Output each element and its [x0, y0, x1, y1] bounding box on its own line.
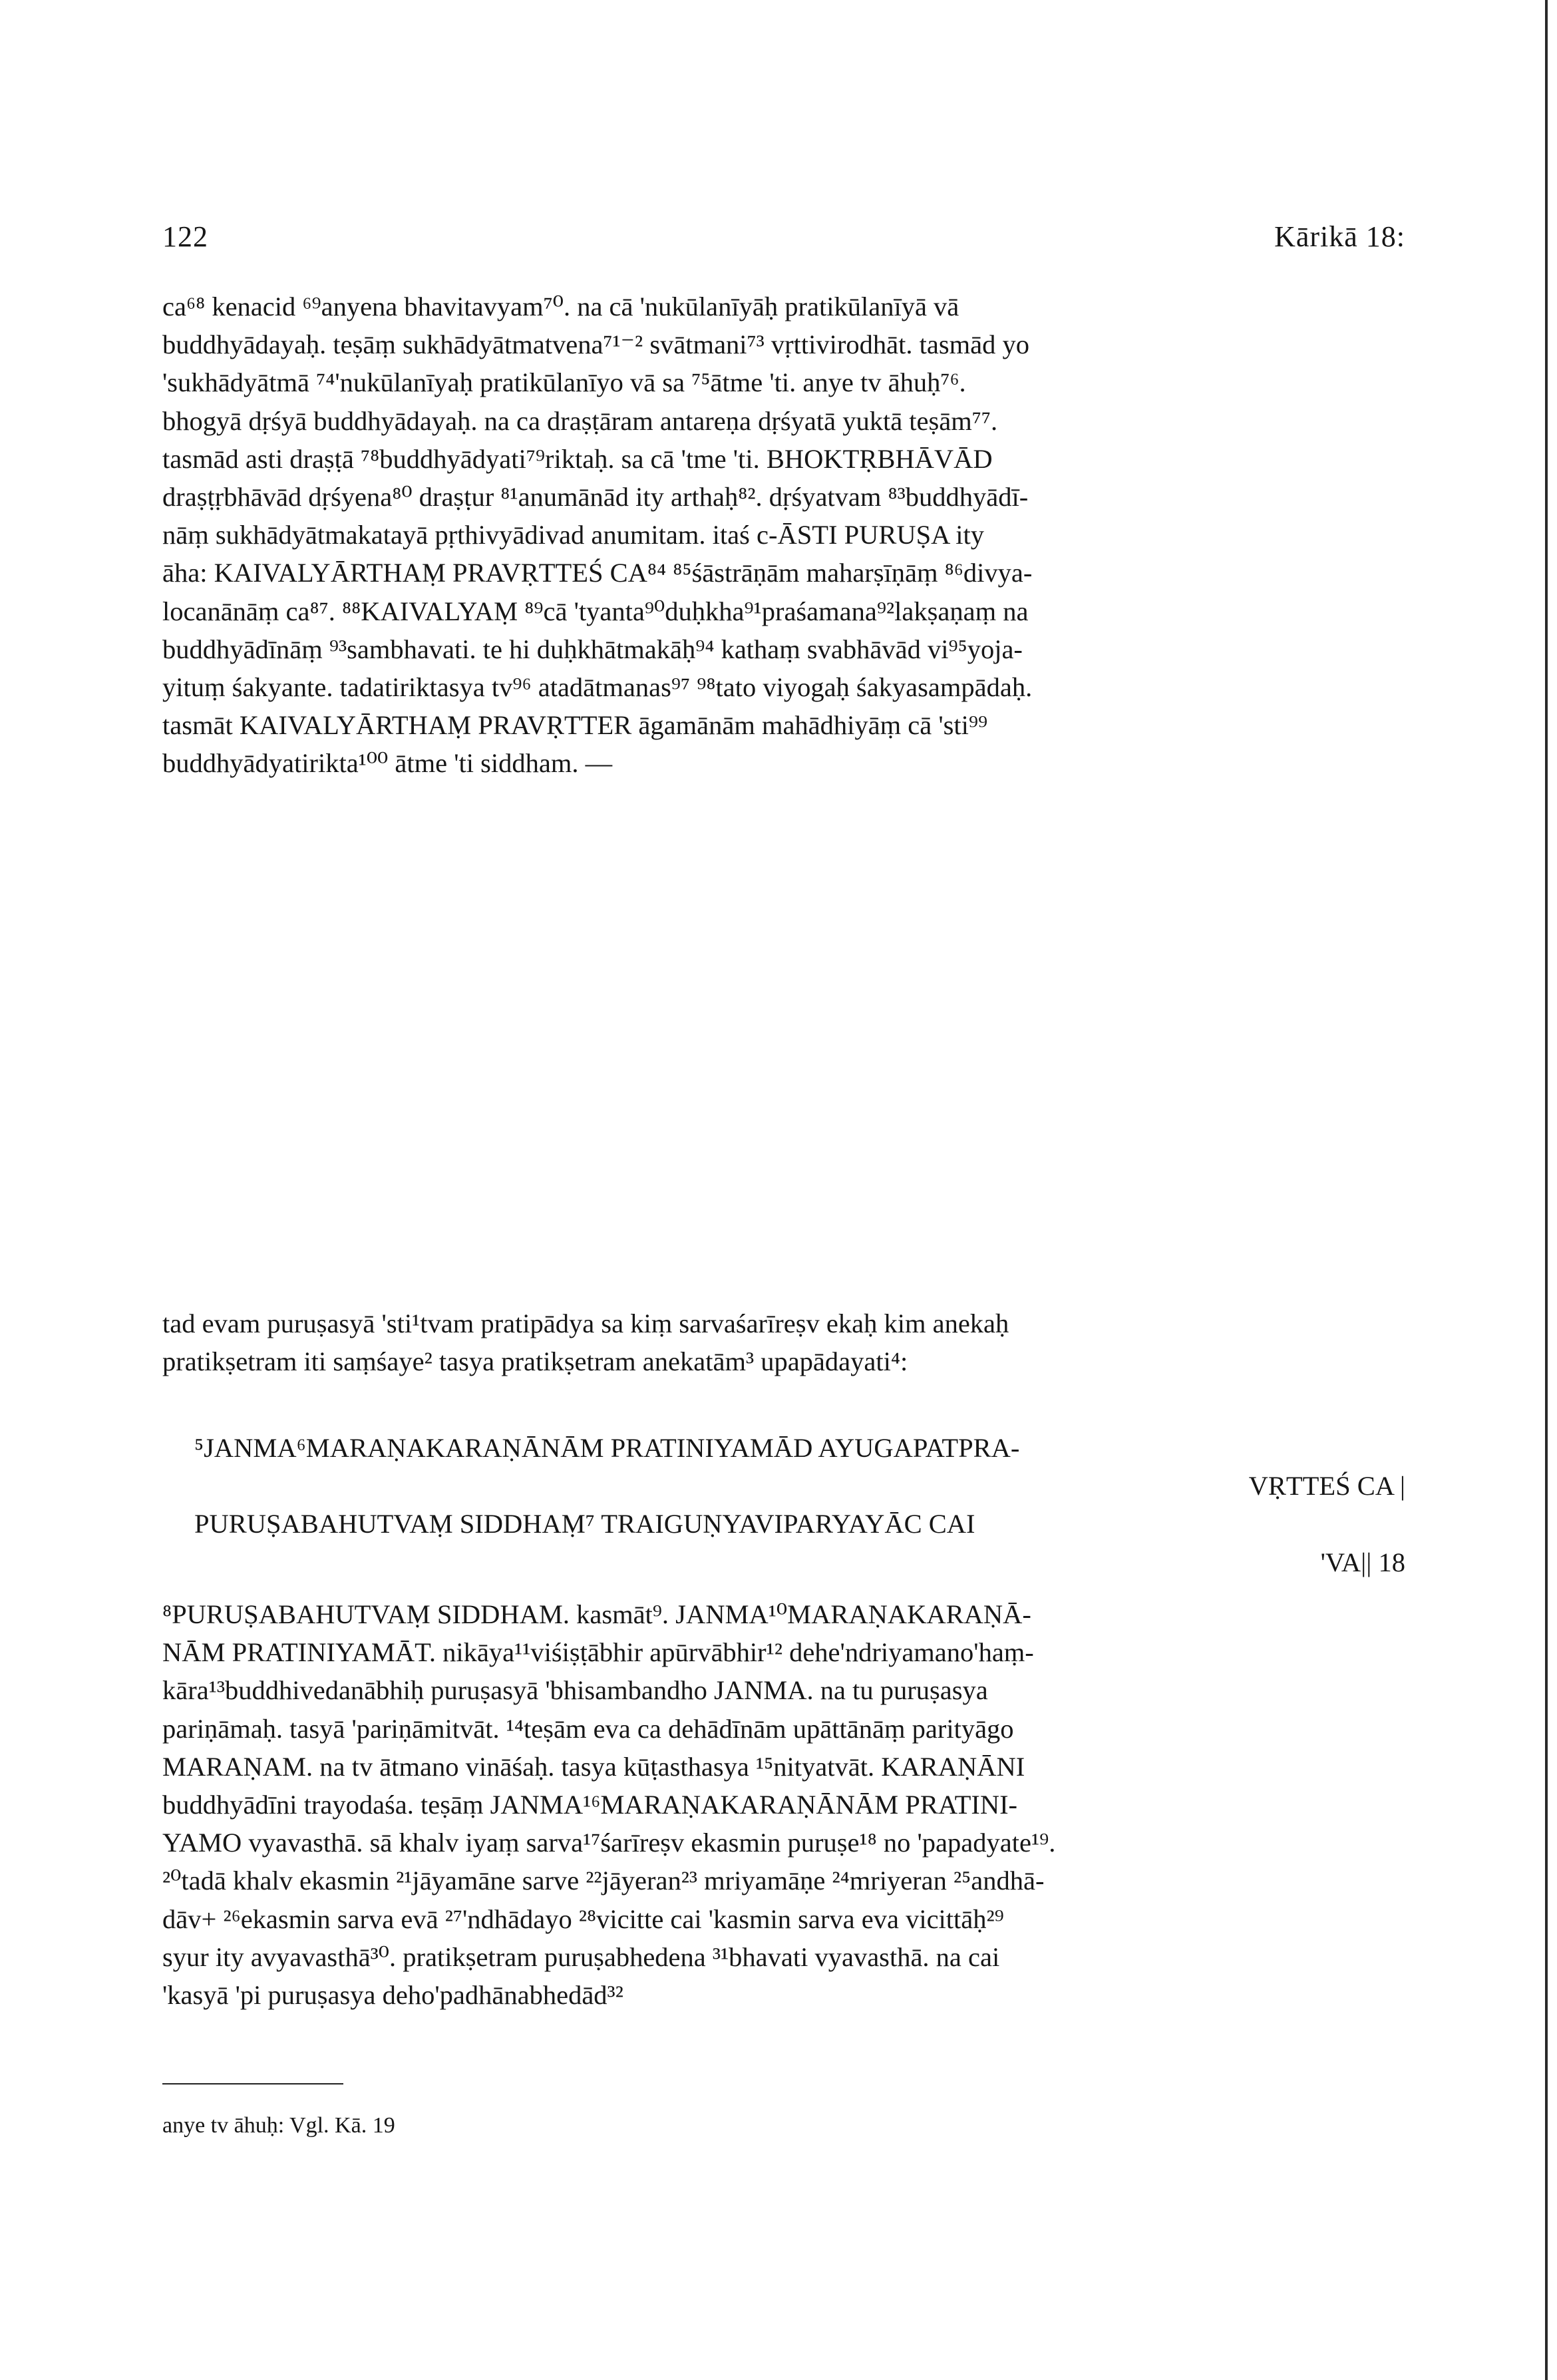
- text-line: buddhyādīnāṃ ⁹³sambhavati. te hi duḥkhātmakāḥ⁹⁴ kathaṃ svabhāvād vi⁹⁵yoja-: [162, 634, 1023, 664]
- text-line: locanānāṃ ca⁸⁷. ⁸⁸KAIVALYAṂ ⁸⁹cā 'tyanta⁹⁰duḥkha⁹¹praśamana⁹²lakṣaṇaṃ na: [162, 596, 1029, 626]
- page-edge-line: [1545, 0, 1548, 2380]
- text-line: draṣṭṛbhāvād dṛśyena⁸⁰ draṣṭur ⁸¹anumānād ity arthaḥ⁸². dṛśyatvam ⁸³buddhyādī-: [162, 482, 1029, 512]
- text-line: buddhyādīni trayodaśa. teṣāṃ JANMA¹⁶MARAṆAKARAṆĀNĀM PRATINI-: [162, 1790, 1018, 1820]
- verse-line-2: VṚTTEŚ CA |: [1248, 1471, 1405, 1501]
- verse-line-4: 'VA|| 18: [1320, 1547, 1405, 1577]
- introduction-paragraph: [162, 1304, 1405, 1380]
- text-line: āha: KAIVALYĀRTHAṂ PRAVṚTTEŚ CA⁸⁴ ⁸⁵śāstrāṇām maharṣīṇāṃ ⁸⁶divya-: [162, 558, 1033, 588]
- running-title: Kārikā 18:: [1274, 220, 1405, 253]
- text-line: syur ity avyavasthā³⁰. pratikṣetram puruṣabhedena ³¹bhavati vyavasthā. na cai: [162, 1941, 1000, 1972]
- text-line: buddhyādyatirikta¹⁰⁰ ātme 'ti siddham. —: [162, 748, 613, 779]
- commentary-block-2: [162, 1595, 1405, 2014]
- text-line: tasmād asti draṣṭā ⁷⁸buddhyādyati⁷⁹riktaḥ. sa cā 'tme 'ti. BHOKTṚBHĀVĀD: [162, 443, 993, 474]
- text-line: bhogyā dṛśyā buddhyādayaḥ. na ca draṣṭāram antareṇa dṛśyatā yuktā teṣām⁷⁷.: [162, 405, 998, 436]
- footnote-divider: [162, 2083, 343, 2084]
- text-line: YAMO vyavasthā. sā khalv iyaṃ sarva¹⁷śarīreṣv ekasmin puruṣe¹⁸ no 'papadyate¹⁹.: [162, 1828, 1056, 1858]
- text-line: buddhyādayaḥ. teṣāṃ sukhādyātmatvena⁷¹⁻² svātmani⁷³ vṛttivirodhāt. tasmād yo: [162, 329, 1029, 360]
- text-line: dāv+ ²⁶ekasmin sarva evā ²⁷'ndhādayo ²⁸vicitte cai 'kasmin sarva eva vicittāḥ²⁹: [162, 1903, 1004, 1934]
- text-line: pratikṣetram iti saṃśaye² tasya pratikṣetram anekatām³ upapādayati⁴:: [162, 1346, 908, 1377]
- commentary-block-1: [162, 288, 1405, 783]
- text-line: 'kasyā 'pi puruṣasya deho'padhānabhedād³²: [162, 1980, 623, 2011]
- page-header: [162, 220, 1405, 260]
- text-line: kāra¹³buddhivedanābhiḥ puruṣasyā 'bhisambandho JANMA. na tu puruṣasya: [162, 1675, 988, 1706]
- verse-line-1: ⁵JANMA⁶MARAṆAKARAṆĀNĀM PRATINIYAMĀD AYUGAPATPRA-: [194, 1433, 1020, 1463]
- text-line: tasmāt KAIVALYĀRTHAṂ PRAVṚTTER āgamānām mahādhiyāṃ cā 'sti⁹⁹: [162, 710, 988, 741]
- verse-line-3: PURUṢABAHUTVAṂ SIDDHAṂ⁷ TRAIGUṆYAVIPARYAYĀC CAI: [194, 1509, 975, 1539]
- text-line: MARAṆAM. na tv ātmano vināśaḥ. tasya kūṭasthasya ¹⁵nityatvāt. KARAṆĀNI: [162, 1751, 1025, 1782]
- text-line: nāṃ sukhādyātmakatayā pṛthivyādivad anumitam. itaś c-ĀSTI PURUṢA ity: [162, 520, 985, 550]
- footnote: anye tv āhuḥ: Vgl. Kā. 19: [162, 2113, 395, 2138]
- text-line: ²⁰tadā khalv ekasmin ²¹jāyamāne sarve ²²jāyeran²³ mriyamāṇe ²⁴mriyeran ²⁵andhā-: [162, 1866, 1045, 1896]
- text-line: yituṃ śakyante. tadatiriktasya tv⁹⁶ atadātmanas⁹⁷ ⁹⁸tato viyogaḥ śakyasampādaḥ.: [162, 672, 1033, 703]
- text-line: 'sukhādyātmā ⁷⁴'nukūlanīyaḥ pratikūlanīyo vā sa ⁷⁵ātme 'ti. anye tv āhuḥ⁷⁶.: [162, 367, 966, 398]
- text-line: pariṇāmaḥ. tasyā 'pariṇāmitvāt. ¹⁴teṣām eva ca dehādīnām upāttānāṃ parityāgo: [162, 1713, 1014, 1744]
- text-line: tad evam puruṣasyā 'sti¹tvam pratipādya sa kiṃ sarvaśarīreṣv ekaḥ kim anekaḥ: [162, 1308, 1009, 1338]
- text-line: NĀM PRATINIYAMĀT. nikāya¹¹viśiṣṭābhir apūrvābhir¹² dehe'ndriyamano'haṃ-: [162, 1637, 1034, 1668]
- karika-verse: [162, 1429, 1405, 1581]
- text-line: ⁸PURUṢABAHUTVAṂ SIDDHAM. kasmāt⁹. JANMA¹⁰MARAṆAKARAṆĀ-: [162, 1599, 1031, 1629]
- text-line: ca⁶⁸ kenacid ⁶⁹anyena bhavitavyam⁷⁰. na cā 'nukūlanīyāḥ pratikūlanīyā vā: [162, 292, 959, 321]
- page-number: 122: [162, 220, 208, 253]
